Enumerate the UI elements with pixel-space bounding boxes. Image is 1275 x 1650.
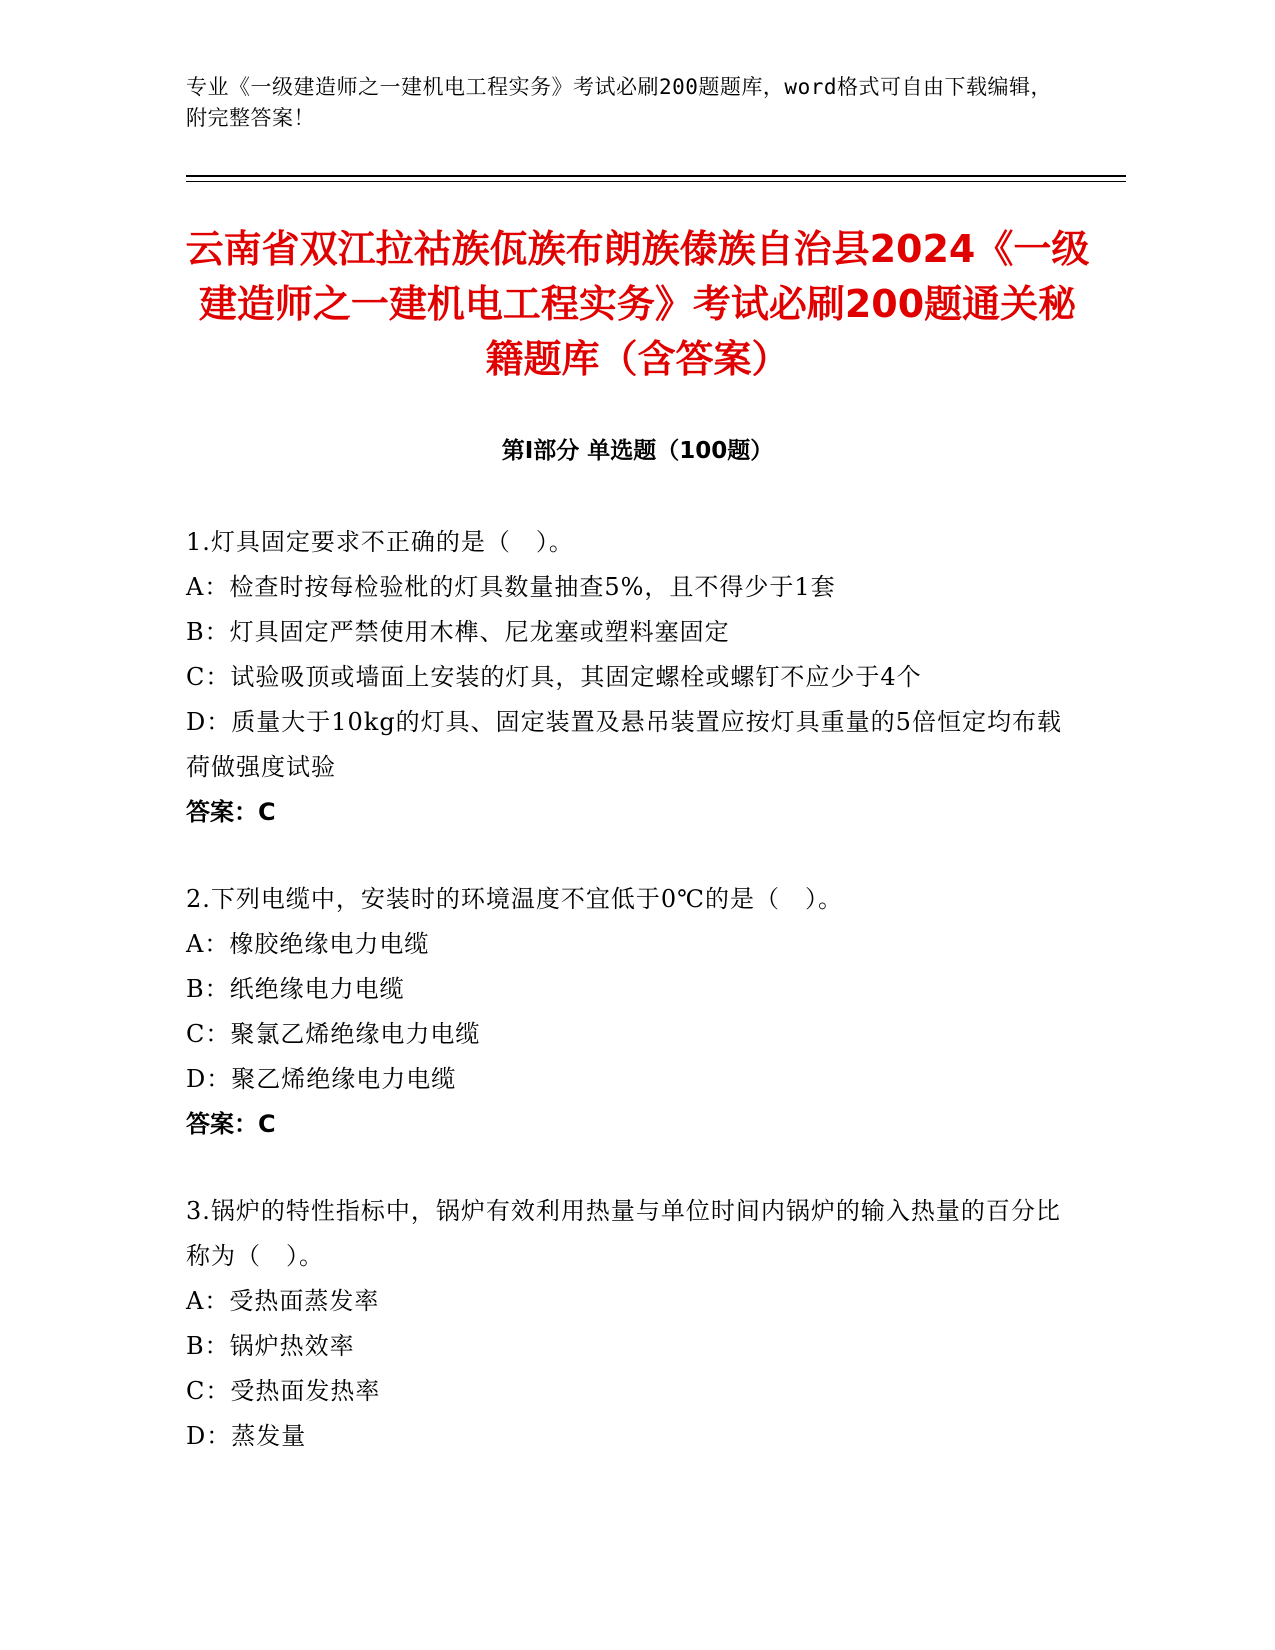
option-a: A：橡胶绝缘电力电缆 (186, 930, 430, 958)
option-b: B：锅炉热效率 (186, 1332, 355, 1360)
option-d: D：蒸发量 (186, 1422, 307, 1450)
question-stem: 1.灯具固定要求不正确的是（ ）。 (186, 528, 574, 556)
option-d: D：质量大于10kg的灯具、固定装置及悬吊装置应按灯具重量的5倍恒定均布载荷做强度试验 (186, 708, 1062, 781)
document-title: 云南省双江拉祜族佤族布朗族傣族自治县2024《一级建造师之一建机电工程实务》考试必刷200题通关秘籍题库（含答案） (185, 227, 1090, 381)
question-3 (186, 1189, 1066, 1459)
option-d: D：聚乙烯绝缘电力电缆 (186, 1065, 457, 1093)
section-title: 第Ⅰ部分 单选题（100题） (501, 438, 774, 464)
option-c: C：试验吸顶或墙面上安装的灯具，其固定螺栓或螺钉不应少于4个 (186, 663, 922, 691)
option-c: C：受热面发热率 (186, 1377, 381, 1405)
option-a: A：受热面蒸发率 (186, 1287, 380, 1315)
question-1 (186, 520, 1066, 835)
option-a: A：检查时按每检验枇的灯具数量抽查5%，且不得少于1套 (186, 573, 836, 601)
option-b: B：纸绝缘电力电缆 (186, 975, 405, 1003)
answer: 答案：C (186, 1110, 276, 1138)
question-stem: 2.下列电缆中，安装时的环境温度不宜低于0℃的是（ ）。 (186, 885, 844, 913)
header-rule-thin (186, 181, 1126, 182)
answer: 答案：C (186, 798, 276, 826)
question-list (186, 520, 1066, 1501)
option-c: C：聚氯乙烯绝缘电力电缆 (186, 1020, 481, 1048)
option-b: B：灯具固定严禁使用木榫、尼龙塞或塑料塞固定 (186, 618, 730, 646)
header-rule-thick (186, 175, 1126, 177)
header-note: 专业《一级建造师之一建机电工程实务》考试必刷200题题库，word格式可自由下载编辑，附完整答案！ (186, 75, 1052, 130)
question-stem: 3.锅炉的特性指标中，锅炉有效利用热量与单位时间内锅炉的输入热量的百分比称为（ ）。 (186, 1197, 1061, 1270)
question-2 (186, 877, 1066, 1147)
